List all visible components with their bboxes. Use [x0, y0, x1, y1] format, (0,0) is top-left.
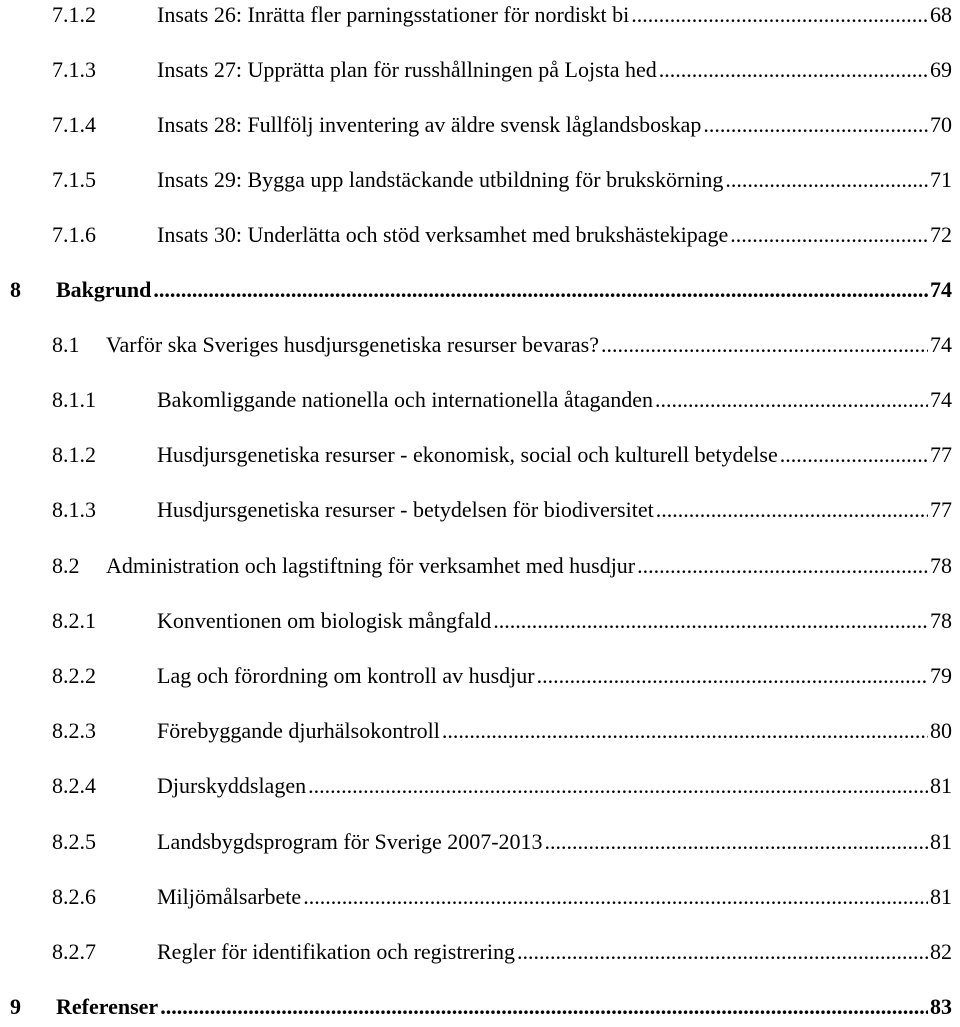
toc-entry-page: 68	[930, 2, 952, 27]
toc-entry-line	[157, 720, 952, 742]
dot-leader	[442, 720, 928, 742]
toc-entry-number: 8.2.2	[52, 663, 96, 688]
dot-leader	[655, 389, 928, 411]
toc-entry[interactable]	[0, 380, 960, 420]
toc-entry[interactable]	[0, 50, 960, 90]
dot-leader	[725, 169, 928, 191]
toc-entry-number: 8	[10, 277, 21, 302]
toc-entry-page: 83	[930, 994, 952, 1019]
toc-entry-title: Landsbygdsprogram för Sverige 2007-2013	[157, 829, 543, 854]
toc-entry-title: Administration och lagstiftning för verksamhet med husdjur	[106, 553, 636, 578]
toc-entry-line	[157, 114, 952, 136]
dot-leader	[730, 224, 928, 246]
toc-entry-number: 8.2.6	[52, 884, 96, 909]
toc-entry[interactable]	[0, 325, 960, 365]
toc-entry-title: Insats 27: Upprätta plan för russhållningen på Lojsta hed	[157, 57, 657, 82]
toc-entry-page: 79	[930, 663, 952, 688]
toc-entry-line	[157, 169, 952, 191]
toc-entry-title: Regler för identifikation och registrering	[157, 939, 515, 964]
toc-entry-page: 70	[930, 112, 952, 137]
toc-entry-title: Konventionen om biologisk mångfald	[157, 608, 492, 633]
toc-entry-number: 7.1.2	[52, 2, 96, 27]
toc-entry-number: 8.1	[52, 332, 80, 357]
toc-entry-title: Insats 28: Fullfölj inventering av äldre svensk låglandsboskap	[157, 112, 702, 137]
toc-entry-number: 8.2	[52, 553, 80, 578]
toc-entry-page: 69	[930, 57, 952, 82]
dot-leader	[780, 444, 928, 466]
toc-entry-title: Djurskyddslagen	[157, 773, 307, 798]
toc-entry-number: 7.1.4	[52, 112, 96, 137]
toc-entry-line	[56, 279, 952, 301]
toc-entry-line	[157, 4, 952, 26]
toc-entry-page: 81	[930, 829, 952, 854]
toc-entry-line	[157, 224, 952, 246]
toc-entry[interactable]	[0, 766, 960, 806]
dot-leader	[601, 334, 928, 356]
dot-leader	[303, 886, 928, 908]
toc-entry-page: 74	[930, 277, 952, 302]
toc-entry-title: Bakgrund	[56, 277, 152, 302]
toc-entry-page: 82	[930, 939, 952, 964]
toc-entry-title: Insats 26: Inrätta fler parningsstationer för nordiskt bi	[157, 2, 630, 27]
toc-entry-title: Insats 29: Bygga upp landstäckande utbildning för brukskörning	[157, 167, 724, 192]
toc-entry[interactable]	[0, 877, 960, 917]
toc-entry-title: Insats 30: Underlätta och stöd verksamhet med brukshästekipage	[157, 222, 729, 247]
toc-entry-page: 77	[930, 497, 952, 522]
toc-entry-line	[106, 334, 952, 356]
toc-entry-number: 8.2.1	[52, 608, 96, 633]
toc-entry-line	[106, 555, 952, 577]
toc-entry-number: 7.1.3	[52, 57, 96, 82]
dot-leader	[656, 499, 928, 521]
toc-entry-number: 7.1.5	[52, 167, 96, 192]
toc-entry-number: 8.2.7	[52, 939, 96, 964]
toc-entry-title: Referenser	[56, 994, 159, 1019]
toc-entry-page: 71	[930, 167, 952, 192]
toc-entry-line	[157, 775, 952, 797]
toc-entry-title: Varför ska Sveriges husdjursgenetiska resurser bevaras?	[106, 332, 600, 357]
dot-leader	[493, 610, 928, 632]
toc-entry-line	[56, 996, 952, 1018]
toc-entry-title: Miljömålsarbete	[157, 884, 302, 909]
toc-entry-number: 8.2.5	[52, 829, 96, 854]
toc-entry[interactable]	[0, 932, 960, 972]
toc-entry-page: 80	[930, 718, 952, 743]
dot-leader	[631, 4, 928, 26]
dot-leader	[153, 279, 928, 301]
toc-entry-page: 74	[930, 332, 952, 357]
toc-entry-page: 78	[930, 553, 952, 578]
toc-entry-number: 8.2.4	[52, 773, 96, 798]
toc-entry-page: 81	[930, 773, 952, 798]
dot-leader	[637, 555, 928, 577]
toc-entry[interactable]	[0, 711, 960, 751]
toc-entry[interactable]	[0, 490, 960, 530]
toc-entry-line	[157, 886, 952, 908]
toc-chapter-entry[interactable]	[0, 270, 960, 310]
toc-entry-page: 77	[930, 442, 952, 467]
toc-entry-number: 8.2.3	[52, 718, 96, 743]
toc-entry-title: Bakomliggande nationella och internationella åtaganden	[157, 387, 654, 412]
toc-entry-line	[157, 610, 952, 632]
toc-entry[interactable]	[0, 160, 960, 200]
toc-entry-line	[157, 831, 952, 853]
dot-leader	[517, 941, 928, 963]
dot-leader	[703, 114, 928, 136]
toc-entry-title: Förebyggande djurhälsokontroll	[157, 718, 440, 743]
toc-chapter-entry[interactable]	[0, 987, 960, 1027]
toc-entry-line	[157, 59, 952, 81]
toc-entry-number: 8.1.1	[52, 387, 96, 412]
toc-entry-number: 8.1.2	[52, 442, 96, 467]
toc-entry[interactable]	[0, 546, 960, 586]
toc-entry-number: 8.1.3	[52, 497, 96, 522]
toc-entry[interactable]	[0, 601, 960, 641]
toc-entry-page: 78	[930, 608, 952, 633]
toc-entry[interactable]	[0, 656, 960, 696]
dot-leader	[659, 59, 928, 81]
dot-leader	[545, 831, 928, 853]
toc-entry-page: 74	[930, 387, 952, 412]
toc-entry-line	[157, 941, 952, 963]
toc-entry-title: Husdjursgenetiska resurser - ekonomisk, social och kulturell betydelse	[157, 442, 778, 467]
toc-entry-line	[157, 444, 952, 466]
toc-entry[interactable]	[0, 0, 960, 35]
toc-entry[interactable]	[0, 105, 960, 145]
toc-entry[interactable]	[0, 822, 960, 862]
toc-entry[interactable]	[0, 215, 960, 255]
dot-leader	[160, 996, 928, 1018]
toc-entry-title: Husdjursgenetiska resurser - betydelsen för biodiversitet	[157, 497, 654, 522]
toc-entry-line	[157, 389, 952, 411]
toc-entry-page: 72	[930, 222, 952, 247]
toc-entry-title: Lag och förordning om kontroll av husdjur	[157, 663, 535, 688]
dot-leader	[308, 775, 928, 797]
toc-entry-line	[157, 665, 952, 687]
dot-leader	[537, 665, 928, 687]
toc-entry-number: 9	[10, 994, 21, 1019]
toc-entry-number: 7.1.6	[52, 222, 96, 247]
toc-entry[interactable]	[0, 435, 960, 475]
toc-entry-page: 81	[930, 884, 952, 909]
toc-entry-line	[157, 499, 952, 521]
